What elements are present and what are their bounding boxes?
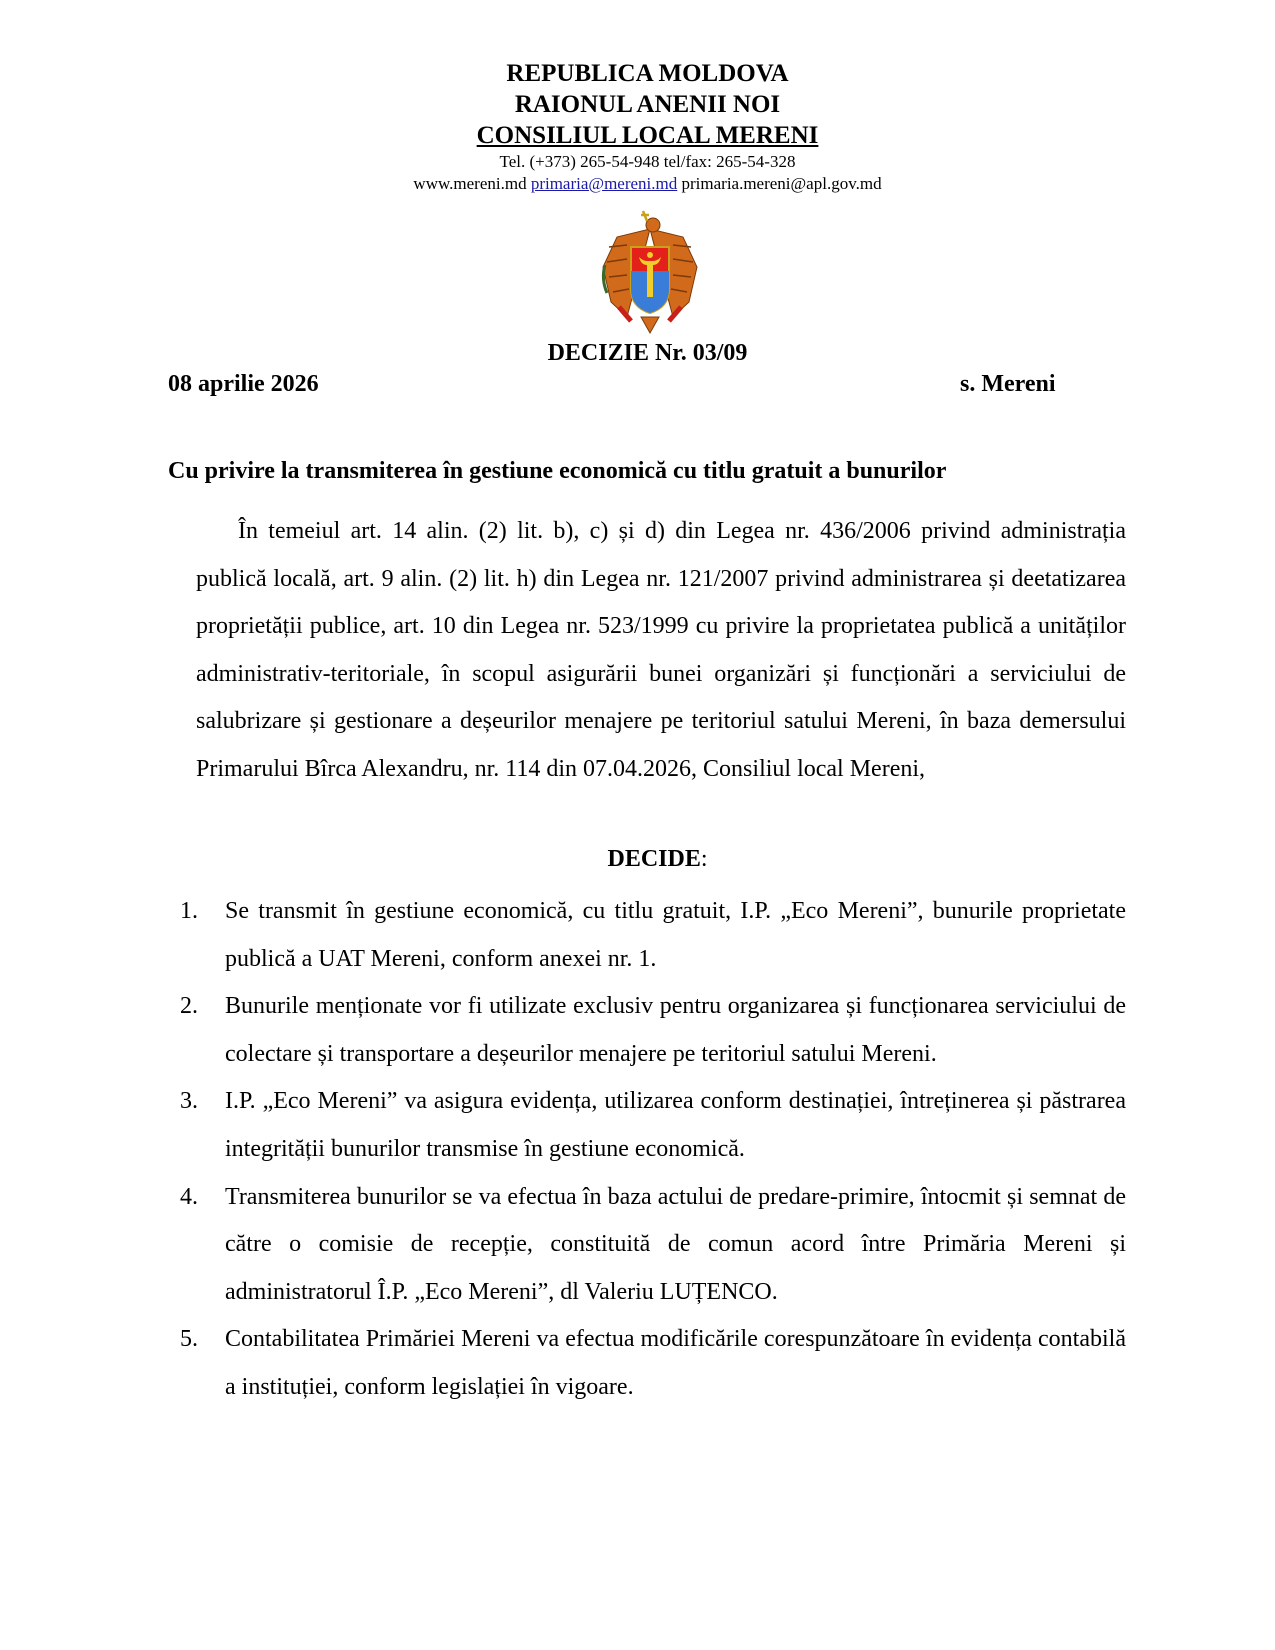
moldova-coat-of-arms-icon (597, 207, 703, 335)
decision-item (180, 1174, 1126, 1317)
email-link[interactable]: primaria@mereni.md (530, 174, 678, 193)
email-secondary: primaria.mereni@apl.gov.md (681, 174, 882, 193)
decision-items (180, 888, 1126, 1412)
decision-place: s. Mereni (960, 371, 1056, 397)
district-name: RAIONUL ANENII NOI (514, 91, 781, 118)
web-email-line (0, 173, 1275, 195)
website-text: www.mereni.md (413, 174, 527, 193)
decision-item (180, 1078, 1126, 1173)
decision-title: DECIZIE Nr. 03/09 (547, 340, 748, 366)
item-number: 2. (180, 993, 198, 1020)
item-number: 3. (180, 1088, 198, 1115)
council-name: CONSILIUL LOCAL MERENI (476, 122, 819, 149)
item-text: Contabilitatea Primăriei Mereni va efectua modificările corespunzătoare în evidența contabilă a instituției, conform legislației în vigoare. (225, 1326, 1126, 1400)
preamble-paragraph: În temeiul art. 14 alin. (2) lit. b), c) și d) din Legea nr. 436/2006 privind administrația publică locală, art. 9 alin. (2) lit. h) din Legea nr. 121/2007 privind administrarea și deetatizarea proprietății publice, art. 10 din Legea nr. 523/1999 cu privire la proprietatea publică a unităților administrativ-teritoriale, în scopul asigurării bunei organizări și funcționări a serviciului de salubrizare și gestionare a deșeurilor menajere pe teritoriul satului Mereni, în baza demersului Primarului Bîrca Alexandru, nr. 114 din 07.04.2026, Consiliul local Mereni, (196, 518, 1126, 782)
decision-item (180, 888, 1126, 983)
decide-label: DECIDE (607, 846, 701, 872)
decide-heading (0, 846, 1275, 873)
decision-item (180, 983, 1126, 1078)
item-text: Bunurile menționate vor fi utilizate exclusiv pentru organizarea și funcționarea serviciului de colectare și transportare a deșeurilor menajere pe teritoriul satului Mereni. (225, 993, 1126, 1067)
decision-item (180, 1316, 1126, 1411)
item-number: 5. (180, 1326, 198, 1353)
country-name: REPUBLICA MOLDOVA (506, 60, 789, 87)
item-text: Se transmit în gestiune economică, cu titlu gratuit, I.P. „Eco Mereni”, bunurile proprietate publică a UAT Mereni, conform anexei nr. 1. (225, 898, 1126, 972)
item-text: I.P. „Eco Mereni” va asigura evidența, utilizarea conform destinației, întreținerea și păstrarea integrității bunurilor transmise în gestiune economică. (225, 1088, 1126, 1162)
phone-line: Tel. (+373) 265-54-948 tel/fax: 265-54-328 (499, 152, 796, 171)
item-number: 1. (180, 898, 198, 924)
item-number: 4. (180, 1183, 198, 1210)
decide-colon: : (700, 846, 708, 872)
decision-date: 08 aprilie 2026 (168, 371, 319, 397)
decision-subject: Cu privire la transmiterea în gestiune economică cu titlu gratuit a bunurilor (168, 458, 947, 484)
letterhead (0, 58, 1275, 195)
item-text: Transmiterea bunurilor se va efectua în baza actului de predare-primire, întocmit și semnat de către o comisie de recepție, constituită de comun acord între Primăria Mereni și administratorul Î.P. „Eco Mereni”, dl Valeriu LUȚENCO. (225, 1183, 1126, 1305)
